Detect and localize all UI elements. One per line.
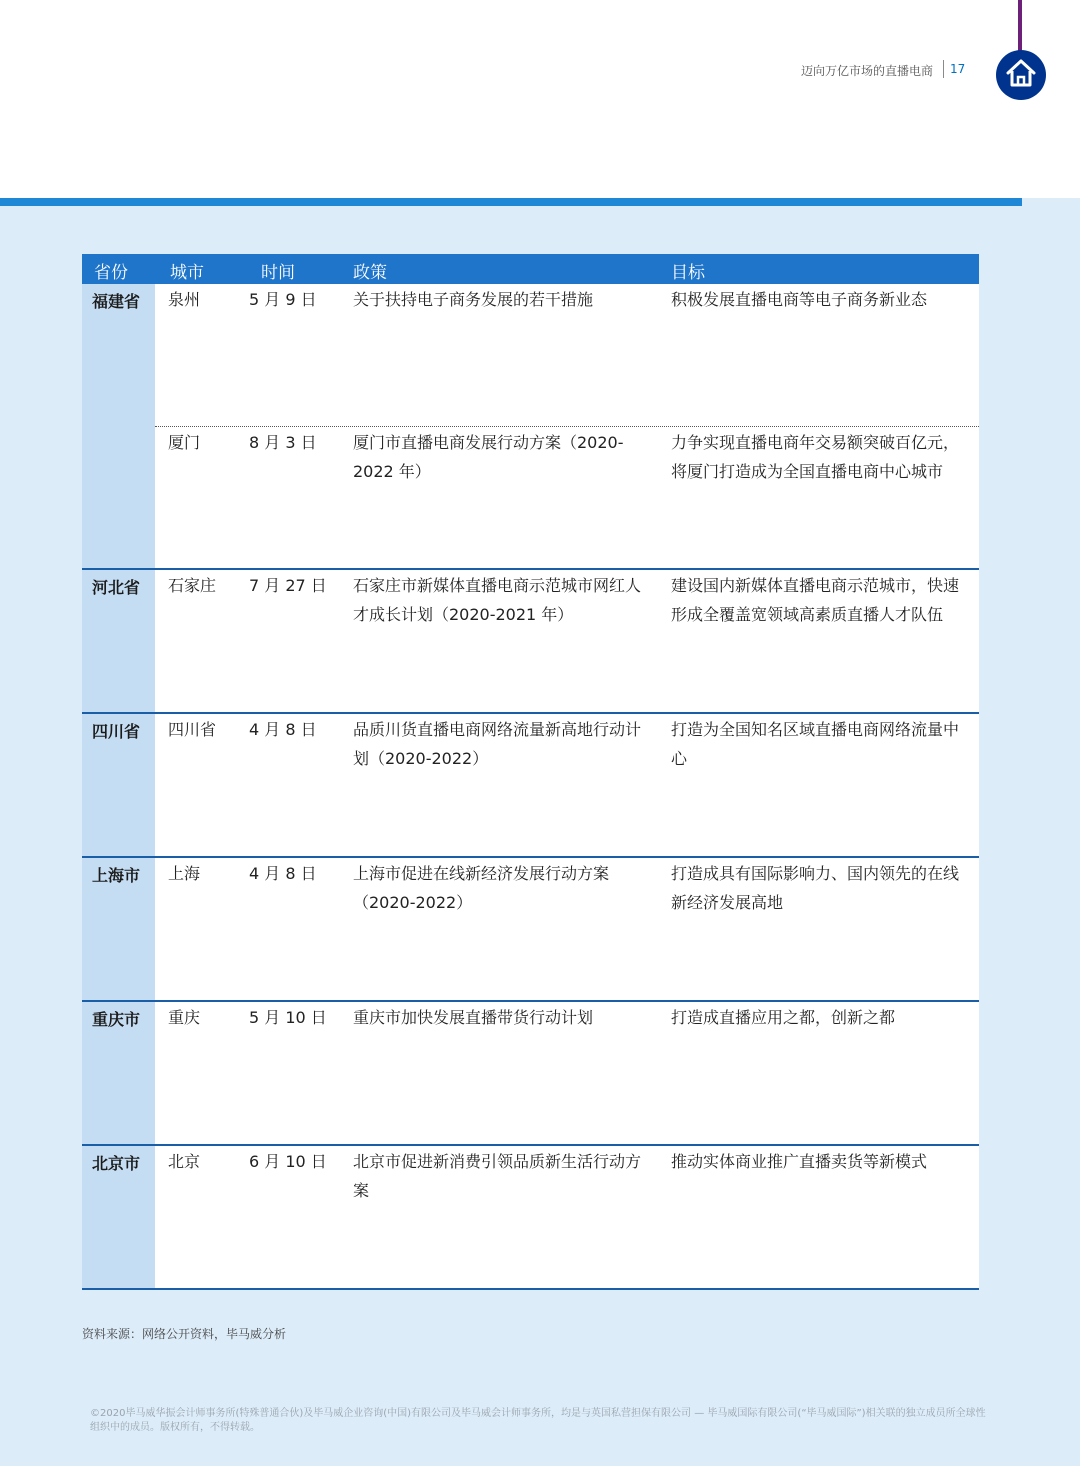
running-header-title: 迈向万亿市场的直播电商 bbox=[800, 64, 933, 78]
province-cell bbox=[82, 570, 155, 712]
province-group-sichuan bbox=[82, 712, 979, 856]
section-blue-bar bbox=[0, 198, 1022, 206]
header-city: 城市 bbox=[170, 263, 204, 283]
date-cell: 4 月 8 日 bbox=[249, 864, 317, 883]
province-cell bbox=[82, 1146, 155, 1288]
province-group-hebei bbox=[82, 568, 979, 712]
city-cell: 石家庄 bbox=[168, 576, 217, 595]
goal-cell: 打造为全国知名区域直播电商网络流量中心 bbox=[671, 720, 960, 768]
policy-cell: 品质川货直播电商网络流量新高地行动计划（2020-2022） bbox=[353, 720, 642, 768]
date-cell: 6 月 10 日 bbox=[249, 1152, 327, 1171]
table-row bbox=[155, 858, 979, 1000]
date-cell: 5 月 10 日 bbox=[249, 1008, 327, 1027]
province-group-chongqing bbox=[82, 1000, 979, 1144]
table-row bbox=[155, 1146, 979, 1288]
home-button[interactable] bbox=[996, 50, 1046, 100]
policy-cell: 上海市促进在线新经济发展行动方案（2020-2022） bbox=[353, 864, 610, 912]
province-label: 上海市 bbox=[92, 866, 141, 885]
table-row bbox=[155, 1002, 979, 1144]
province-label: 北京市 bbox=[92, 1154, 141, 1173]
header-goal: 目标 bbox=[671, 263, 705, 283]
source-note: 资料来源：网络公开资料，毕马威分析 bbox=[82, 1327, 287, 1341]
header-divider bbox=[943, 60, 944, 78]
city-cell: 厦门 bbox=[168, 433, 201, 452]
table-bottom-rule bbox=[82, 1288, 979, 1290]
goal-cell: 积极发展直播电商等电子商务新业态 bbox=[671, 290, 928, 309]
province-label: 四川省 bbox=[92, 722, 141, 741]
page-header-area bbox=[0, 0, 1080, 198]
header-date: 时间 bbox=[261, 263, 295, 283]
province-label: 福建省 bbox=[92, 292, 141, 311]
goal-cell: 推动实体商业推广直播卖货等新模式 bbox=[671, 1152, 928, 1171]
panel-strip bbox=[1022, 198, 1080, 206]
province-group-beijing bbox=[82, 1144, 979, 1288]
city-cell: 重庆 bbox=[168, 1008, 201, 1027]
copyright-footer: ©2020毕马威华振会计师事务所(特殊普通合伙)及毕马威企业咨询(中国)有限公司及毕马威会计师事务所，均是与英国私营担保有限公司 — 毕马威国际有限公司(“毕马威国际”)相关联的独立成员所全球性组织中的成员。版权所有，不得转载。 bbox=[90, 1408, 986, 1433]
province-label: 河北省 bbox=[92, 578, 141, 597]
table-body bbox=[82, 284, 979, 1290]
header-policy: 政策 bbox=[353, 263, 387, 283]
policy-cell: 北京市促进新消费引领品质新生活行动方案 bbox=[353, 1152, 642, 1200]
decorative-purple-line bbox=[1018, 0, 1022, 56]
policy-cell: 重庆市加快发展直播带货行动计划 bbox=[353, 1008, 594, 1027]
goal-cell: 建设国内新媒体直播电商示范城市，快速形成全覆盖宽领域高素质直播人才队伍 bbox=[671, 576, 960, 624]
table-row bbox=[155, 426, 979, 568]
policy-cell: 关于扶持电子商务发展的若干措施 bbox=[353, 290, 594, 309]
policy-cell: 厦门市直播电商发展行动方案（2020-2022 年） bbox=[353, 433, 624, 481]
province-cell bbox=[82, 284, 155, 568]
date-cell: 4 月 8 日 bbox=[249, 720, 317, 739]
table-row bbox=[155, 284, 979, 426]
city-cell: 泉州 bbox=[168, 290, 201, 309]
date-cell: 7 月 27 日 bbox=[249, 576, 327, 595]
home-icon bbox=[1004, 56, 1038, 94]
city-cell: 四川省 bbox=[168, 720, 217, 739]
province-label: 重庆市 bbox=[92, 1010, 141, 1029]
goal-cell: 力争实现直播电商年交易额突破百亿元，将厦门打造成为全国直播电商中心城市 bbox=[671, 433, 960, 481]
province-group-fujian bbox=[82, 284, 979, 568]
table-row bbox=[155, 714, 979, 856]
goal-cell: 打造成直播应用之都，创新之都 bbox=[671, 1008, 896, 1027]
table-row bbox=[155, 570, 979, 712]
date-cell: 8 月 3 日 bbox=[249, 433, 317, 452]
province-cell bbox=[82, 714, 155, 856]
page-number: 17 bbox=[950, 62, 966, 76]
date-cell: 5 月 9 日 bbox=[249, 290, 317, 309]
province-cell bbox=[82, 1002, 155, 1144]
table-header bbox=[82, 254, 979, 284]
goal-cell: 打造成具有国际影响力、国内领先的在线新经济发展高地 bbox=[671, 864, 960, 912]
policy-table bbox=[82, 254, 979, 1290]
policy-cell: 石家庄市新媒体直播电商示范城市网红人才成长计划（2020-2021 年） bbox=[353, 576, 642, 624]
province-group-shanghai bbox=[82, 856, 979, 1000]
city-cell: 上海 bbox=[168, 864, 201, 883]
header-province: 省份 bbox=[94, 263, 128, 283]
province-cell bbox=[82, 858, 155, 1000]
city-cell: 北京 bbox=[168, 1152, 201, 1171]
